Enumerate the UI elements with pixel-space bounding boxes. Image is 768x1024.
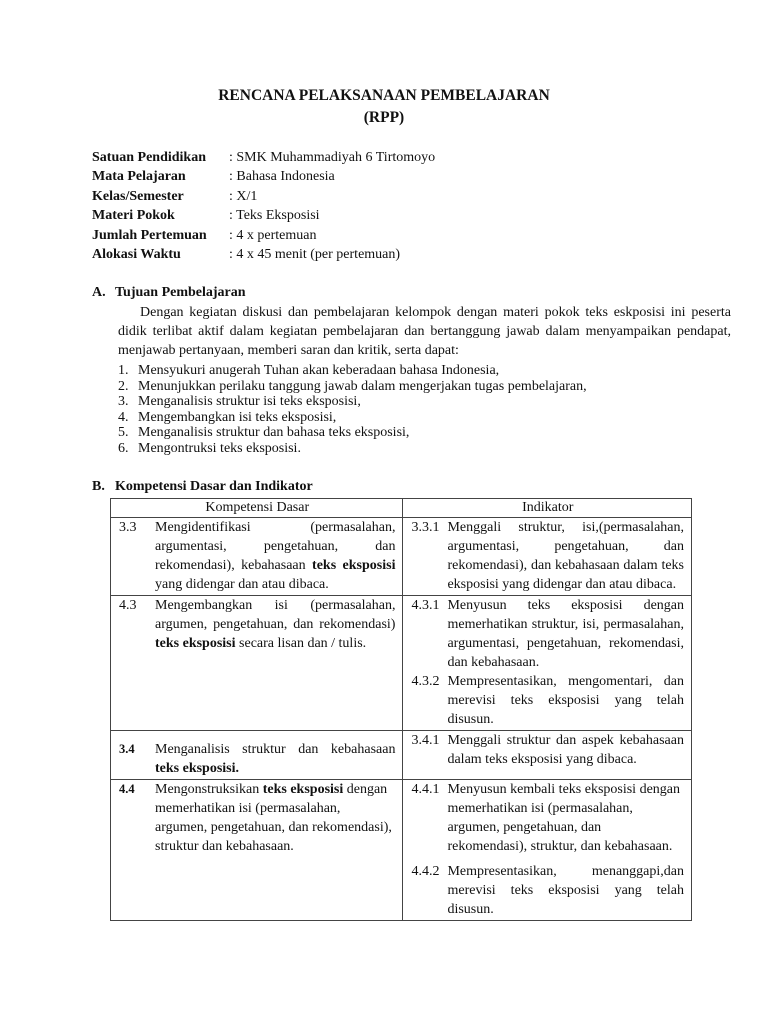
- table-row: [111, 596, 692, 731]
- document-title: RENCANA PELAKSANAAN PEMBELAJARAN: [218, 87, 550, 104]
- info-key: Alokasi Waktu: [92, 246, 181, 262]
- kd-text-bold: teks eksposisi.: [155, 761, 240, 776]
- kd-text-part: Mengembangkan isi (permasalahan, argumen, pengetahuan, dan rekomendasi): [155, 598, 396, 632]
- kd-cell: [111, 731, 403, 780]
- indicator-number: 4.3.2: [411, 674, 440, 689]
- kd-text-part: Menganalisis struktur dan kebahasaan: [155, 742, 396, 757]
- list-item: [118, 394, 587, 410]
- list-text: Menganalisis struktur dan bahasa teks eksposisi,: [138, 425, 410, 440]
- info-value: : SMK Muhammadiyah 6 Tirtomoyo: [229, 150, 436, 165]
- competency-table: [110, 498, 692, 921]
- kd-cell: [111, 596, 403, 731]
- section-title: Kompetensi Dasar dan Indikator: [115, 479, 313, 494]
- kd-text-part: yang didengar dan atau dibaca.: [155, 577, 329, 592]
- indicator-cell: [403, 780, 692, 921]
- kd-text-part: Mengidentifikasi (permasalahan, argumentasi, pengetahuan, dan rekomendasi), kebahasaan: [155, 520, 396, 573]
- list-number: 4.: [118, 409, 129, 425]
- indicator-cell: [403, 731, 692, 780]
- kd-text: [155, 518, 395, 594]
- indicator-text: Mempresentasikan, mengomentari, dan merevisi teks eksposisi yang telah disusun.: [447, 674, 684, 727]
- info-row: [92, 189, 435, 208]
- list-item: [118, 425, 587, 441]
- objective-paragraph: Dengan kegiatan diskusi dan pembelajaran kelompok dengan materi pokok teks eskposisi ini peserta didik terlibat aktif dalam kegiatan pembelajaran dan bertanggung jawab dalam menyampaikan pendapat, menjawab pertanyaan, memberi saran dan kritik, serta dapat:: [118, 305, 731, 359]
- kd-cell: [111, 518, 403, 596]
- list-item: [118, 379, 587, 395]
- info-value: : 4 x 45 menit (per pertemuan): [229, 246, 401, 262]
- info-key: Materi Pokok: [92, 208, 175, 224]
- indicator-number: 4.4.2: [411, 864, 440, 879]
- section-number: B.: [92, 479, 105, 494]
- kd-text-part: secara lisan dan / tulis.: [235, 636, 367, 651]
- indicator-number: 4.3.1: [411, 598, 440, 613]
- indicator-text: Menyusun kembali teks eksposisi dengan memerhatikan isi (permasalahan, argumen, pengetahuan, dan rekomendasi), struktur, dan kebahasaan.: [447, 782, 680, 854]
- kd-number: 3.4: [119, 742, 135, 756]
- table-row: [111, 731, 692, 780]
- info-row: [92, 247, 435, 266]
- info-value: : Teks Eksposisi: [229, 208, 320, 224]
- column-header-kd: Kompetensi Dasar: [111, 499, 403, 518]
- info-value: : 4 x pertemuan: [229, 227, 317, 243]
- list-text: Mensyukuri anugerah Tuhan akan keberadaan bahasa Indonesia,: [138, 363, 500, 378]
- kd-number: 4.3: [119, 598, 137, 613]
- kd-text-part: Mengonstruksikan: [155, 782, 263, 797]
- kd-number: 3.3: [119, 520, 137, 535]
- indicator-number: 4.4.1: [411, 782, 440, 797]
- info-key: Mata Pelajaran: [92, 169, 186, 185]
- document-subtitle: (RPP): [363, 109, 405, 126]
- table-header-row: [111, 499, 692, 518]
- info-key: Satuan Pendidikan: [92, 150, 206, 165]
- indicator-number: 3.4.1: [411, 733, 440, 748]
- info-row: [92, 150, 435, 169]
- list-number: 1.: [118, 363, 129, 378]
- kd-cell: [111, 780, 403, 921]
- table-row: [111, 518, 692, 596]
- section-title: Tujuan Pembelajaran: [115, 285, 246, 300]
- objective-list: [118, 363, 587, 456]
- indicator-text: Menggali struktur dan aspek kebahasaan dalam teks eksposisi yang dibaca.: [447, 733, 684, 767]
- column-header-indicator: Indikator: [403, 499, 692, 518]
- indicator-cell: [403, 596, 692, 731]
- info-row: [92, 228, 435, 247]
- indicator-text: Mempresentasikan, menanggapi,dan merevisi teks eksposisi yang telah disusun.: [447, 864, 684, 917]
- info-row: [92, 169, 435, 188]
- kd-text-bold: teks eksposisi: [262, 782, 344, 797]
- list-number: 6.: [118, 440, 129, 456]
- list-text: Menunjukkan perilaku tanggung jawab dalam mengerjakan tugas pembelajaran,: [138, 378, 587, 394]
- indicator-number: 3.3.1: [411, 520, 440, 535]
- list-text: Menganalisis struktur isi teks eksposisi,: [138, 394, 361, 409]
- table-row: [111, 780, 692, 921]
- list-number: 2.: [118, 378, 129, 394]
- info-value: : X/1: [229, 188, 258, 204]
- kd-text: [155, 780, 395, 856]
- section-number: A.: [92, 285, 106, 300]
- list-text: Mengontruksi teks eksposisi.: [138, 440, 301, 456]
- info-row: [92, 208, 435, 227]
- indicator-text: Menggali struktur, isi,(permasalahan, argumentasi, pengetahuan, dan rekomendasi), dan kebahasaan dalam teks eksposisi yang didengar dan atau dibaca.: [447, 520, 684, 592]
- kd-text: [155, 740, 395, 778]
- list-item: [118, 441, 587, 457]
- list-number: 3.: [118, 394, 129, 409]
- kd-text-part: dengan memerhatikan isi (permasalahan, argumen, pengetahuan, dan rekomendasi), struktur dan kebahasaan.: [155, 782, 392, 854]
- kd-text: [155, 596, 395, 653]
- section-b-heading: [92, 479, 313, 495]
- info-key: Kelas/Semester: [92, 188, 184, 204]
- list-item: [118, 363, 587, 379]
- info-value: : Bahasa Indonesia: [229, 169, 335, 185]
- info-key: Jumlah Pertemuan: [92, 227, 207, 243]
- kd-number: 4.4: [119, 782, 135, 796]
- identity-block: [92, 150, 435, 266]
- indicator-cell: [403, 518, 692, 596]
- kd-text-bold: teks eksposisi: [155, 636, 236, 651]
- list-item: [118, 410, 587, 426]
- section-a-heading: [92, 285, 246, 301]
- indicator-text: Menyusun teks eksposisi dengan memerhatikan struktur, isi, permasalahan, argumentasi, pengetahuan, rekomendasi, dan kebahasaan.: [447, 598, 684, 670]
- list-number: 5.: [118, 425, 129, 440]
- kd-text-bold: teks eksposisi: [312, 558, 396, 573]
- list-text: Mengembangkan isi teks eksposisi,: [138, 409, 337, 425]
